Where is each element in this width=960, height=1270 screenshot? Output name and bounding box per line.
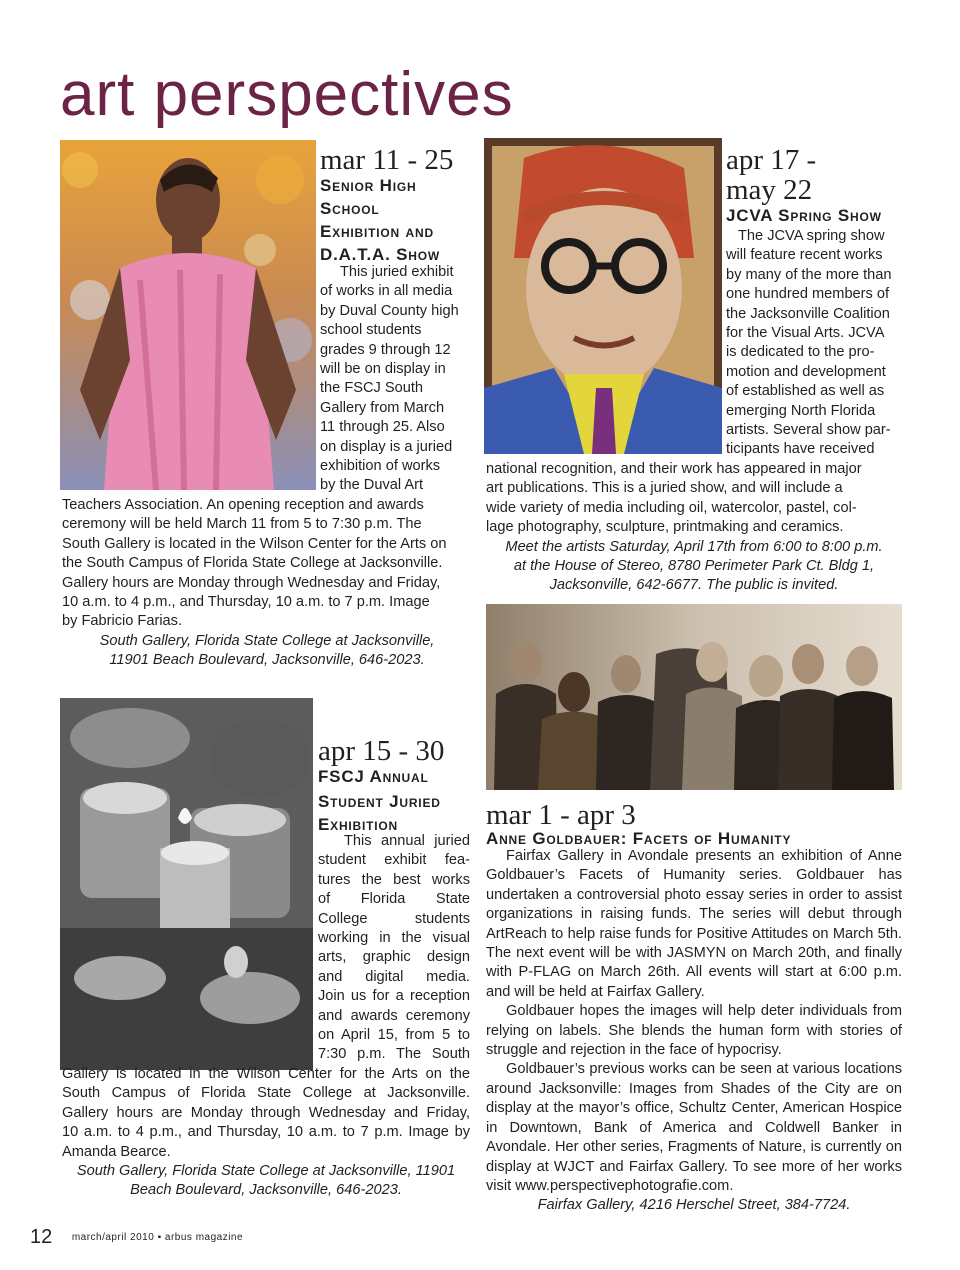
article3-heading <box>318 765 478 836</box>
venue-line: Meet the artists Saturday, April 17th from 6:00 to 8:00 p.m. <box>505 538 883 555</box>
article4-date: mar 1 - apr 3 <box>486 799 636 831</box>
body-line: ceremony will be held March 11 from 5 to 7:30 p.m. The <box>62 516 422 533</box>
body-line: by Duval County high <box>320 302 459 319</box>
body-line: school students <box>320 322 422 339</box>
article3-venue <box>62 1162 470 1201</box>
body-line: exhibition of works <box>320 458 441 475</box>
body-paragraph: Goldbauer hopes the images will help deter individuals from relying on labels. She blends the human form with stories of struggle and rejection in the face of hypocrisy. <box>486 1003 902 1059</box>
heading-line: Senior High <box>320 176 417 195</box>
article4-body <box>486 847 902 1216</box>
body-line: the South Campus of Florida State College at Jacksonville. <box>62 555 443 572</box>
body-line: art publications. This is a juried show, and will include a <box>486 480 843 497</box>
article2-venue <box>486 538 902 596</box>
body-line: artists. Several show par- <box>726 422 891 439</box>
body-line: The JCVA spring show <box>738 228 885 244</box>
article3-body <box>62 832 470 1201</box>
body-line: tures the best works <box>318 871 470 888</box>
body-paragraph: Fairfax Gallery in Avondale presents an exhibition of Anne Goldbauer’s Facets of Humanity series. Goldbauer has undertaken a controversial photo essay series in order to assist organizations in raising funds. The series will debut through ArtReach to help raise funds for Positive Attitudes on March 5th. The next event will be with JASMYN on March 20th, and finally with P-FLAG on March 26th. All events will start at 6:00 p.m. and will be held at Fairfax Gallery. <box>486 848 902 1000</box>
body-line: the Jacksonville Coalition <box>726 305 890 322</box>
article3-date: apr 15 - 30 <box>318 735 445 767</box>
article2-date <box>726 145 816 205</box>
body-line: on April 15, from 5 to <box>318 1027 470 1044</box>
venue-line: Beach Boulevard, Jacksonville, 646-2023. <box>130 1182 402 1199</box>
article4-heading: Anne Goldbauer: Facets of Humanity <box>486 829 792 848</box>
body-line: This annual juried <box>344 833 470 849</box>
body-line: Gallery from March <box>320 399 445 416</box>
body-line: ticipants have received <box>726 441 875 458</box>
heading-line: D.A.T.A. Show <box>320 245 441 264</box>
article2-heading: JCVA Spring Show <box>726 206 882 225</box>
body-line: of established as well as <box>726 383 885 400</box>
body-line: Gallery hours are Monday through Wednesday and Friday, <box>62 1104 470 1121</box>
body-line: working in the visual <box>318 930 470 947</box>
body-line: emerging North Florida <box>726 402 876 419</box>
article1-date: mar 11 - 25 <box>320 144 454 176</box>
body-line: 7:30 p.m. The South <box>318 1046 470 1063</box>
body-line: South Campus of Florida State College at Jacksonville. <box>62 1085 470 1102</box>
body-line: of works in all media <box>320 283 453 300</box>
body-line: Gallery is located in the Wilson Center for the Arts on the <box>62 1065 470 1082</box>
heading-line: Exhibition <box>318 815 399 834</box>
body-line: will be on display in <box>320 361 446 378</box>
body-line: the FSCJ South <box>320 380 424 397</box>
body-line: national recognition, and their work has appeared in major <box>486 460 862 477</box>
body-line: will feature recent works <box>726 247 883 264</box>
body-line: and awards ceremony <box>318 1007 470 1024</box>
magazine-footer-text: march/april 2010 ▪ arbus magazine <box>71 1231 244 1243</box>
body-line: College students <box>318 910 470 927</box>
venue-line: South Gallery, Florida State College at Jacksonville, <box>99 632 435 649</box>
article1-venue <box>62 632 472 671</box>
body-line: of Florida State <box>318 891 470 908</box>
body-wrap-column <box>318 832 470 1065</box>
page-number: 12 <box>30 1226 53 1248</box>
body-line: Teachers Association. An opening reception and awards <box>62 496 424 513</box>
body-wrap-column <box>320 263 472 496</box>
body-line: Gallery hours are Monday through Wednesday and Friday, <box>62 574 441 591</box>
body-line: This juried exhibit <box>340 264 454 280</box>
heading-line: Exhibition and <box>320 222 434 241</box>
body-line: on display is a juried <box>320 438 453 455</box>
body-line: is dedicated to the pro- <box>726 344 875 361</box>
venue-line: at the House of Stereo, 8780 Perimeter Park Ct. Bldg 1, <box>513 557 875 574</box>
body-paragraph: Goldbauer’s previous works can be seen at various locations around Jacksonville: Images from Shades of the City are on display at the mayor’s office, Schultz Center, American Hospice in Downtown, Bank of America and Coldwell Banker in Avondale. Her other series, Fragments of Nature, is currently on display at WJCT and Fairfax Gallery. To see more of her works visit www.perspectivephotografie.com. <box>486 1061 902 1194</box>
article1-heading <box>320 174 470 266</box>
date-line: apr 17 - <box>726 144 817 176</box>
body-line: grades 9 through 12 <box>320 341 451 358</box>
venue-line: Jacksonville, 642-6677. The public is invited. <box>549 577 839 594</box>
page-footer <box>30 1226 243 1249</box>
body-line: 11 through 25. Also <box>320 419 445 436</box>
body-line: and digital media. <box>318 968 470 985</box>
body-line: arts, graphic design <box>318 949 470 966</box>
body-line: wide variety of media including oil, watercolor, pastel, col- <box>486 499 857 516</box>
body-line: by many of the more than <box>726 266 892 283</box>
body-line: 10 a.m. to 4 p.m., and Thursday, 10 a.m. to 7 p.m. Image by <box>62 1124 470 1141</box>
article1-body <box>62 263 472 671</box>
date-line: may 22 <box>726 174 813 206</box>
article2-body <box>486 227 902 596</box>
heading-line: FSCJ Annual <box>318 767 429 786</box>
venue-line: South Gallery, Florida State College at Jacksonville, 11901 <box>76 1162 456 1179</box>
body-line: for the Visual Arts. JCVA <box>726 325 885 342</box>
body-line: one hundred members of <box>726 286 890 303</box>
body-line: lage photography, sculpture, printmaking and ceramics. <box>486 519 844 536</box>
body-line: Join us for a reception <box>318 988 470 1005</box>
body-line: Amanda Bearce. <box>62 1143 171 1160</box>
heading-line: School <box>320 199 380 218</box>
heading-line: Student Juried <box>318 792 441 811</box>
body-wrap-column <box>726 227 902 460</box>
body-line: motion and development <box>726 363 886 380</box>
body-line: by the Duval Art <box>320 477 424 494</box>
body-line: by Fabricio Farias. <box>62 613 183 630</box>
goldbauer-group-photo-image <box>486 604 902 790</box>
page-title: art perspectives <box>60 60 514 129</box>
body-line: 10 a.m. to 4 p.m., and Thursday, 10 a.m. to 7 p.m. Image <box>62 593 430 610</box>
venue-line: 11901 Beach Boulevard, Jacksonville, 646-2023. <box>109 652 425 669</box>
body-line: student exhibit fea- <box>318 852 470 869</box>
article4-venue: Fairfax Gallery, 4216 Herschel Street, 384-7724. <box>537 1197 851 1214</box>
body-line: South Gallery is located in the Wilson Center for the Arts on <box>62 535 447 552</box>
